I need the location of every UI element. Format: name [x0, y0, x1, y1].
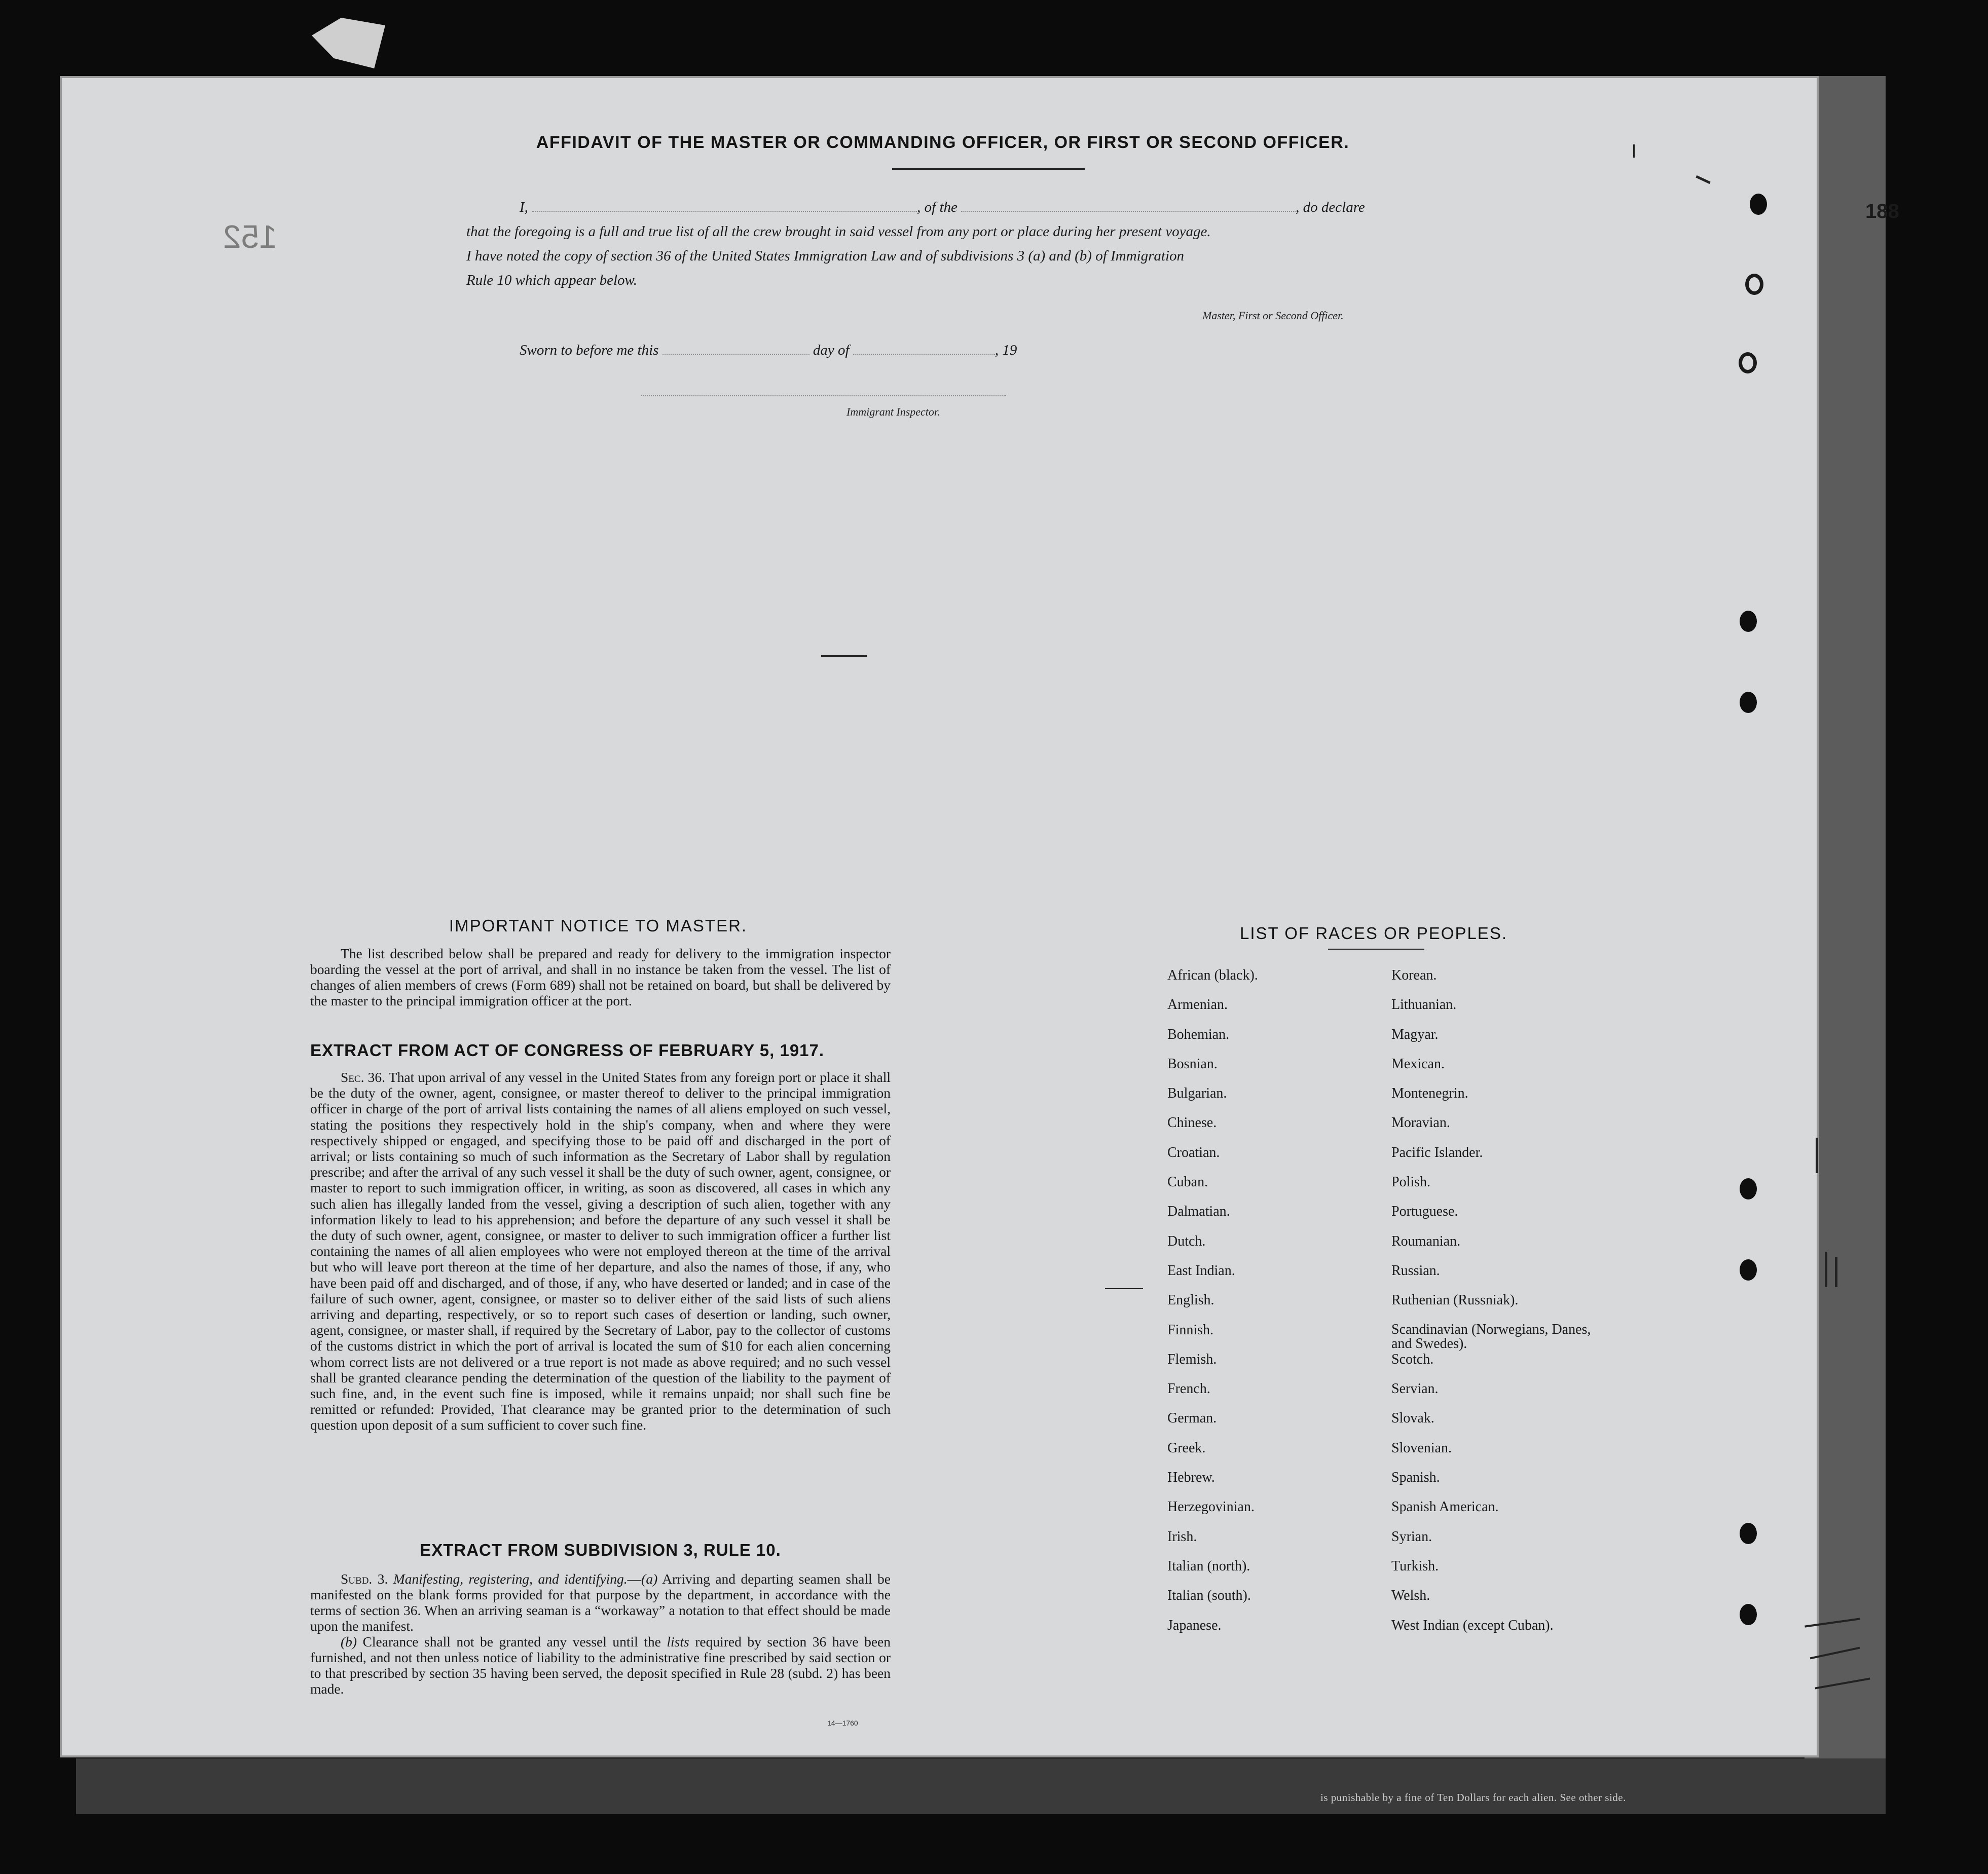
race-item: Polish.	[1391, 1174, 1431, 1190]
ink-stroke	[1633, 144, 1635, 158]
sworn-day-blank[interactable]	[662, 345, 809, 355]
race-item: Cuban.	[1167, 1174, 1208, 1190]
race-item: Spanish.	[1391, 1470, 1440, 1486]
race-item: Slovak.	[1391, 1410, 1434, 1427]
race-item: Syrian.	[1391, 1528, 1432, 1545]
bleed-through-number: 152	[223, 218, 277, 255]
race-item: Italian (north).	[1167, 1558, 1250, 1574]
act-extract-heading: EXTRACT FROM ACT OF CONGRESS OF FEBRUARY 5, 1917.	[310, 1041, 825, 1060]
race-item: Italian (south).	[1167, 1588, 1251, 1604]
race-item: Moravian.	[1391, 1115, 1450, 1131]
race-item: Herzegovinian.	[1167, 1499, 1255, 1515]
sworn-prefix: Sworn to before me this	[520, 342, 659, 358]
affidavit-line-2: that the foregoing is a full and true list of all the crew brought in said vessel from any port or place during her present voyage.	[466, 223, 1211, 240]
race-item: Armenian.	[1167, 997, 1228, 1013]
race-item: Welsh.	[1391, 1588, 1430, 1604]
subd-label: Subd. 3.	[341, 1571, 388, 1587]
para-a-body: Arriving and departing seamen shall be manifested on the blank forms provided for that purpose by the department, in accordance with the terms of section 36. When an arriving seaman is a “workaway” a notation to that effect should be made upon the manifest.	[310, 1571, 891, 1634]
footnote: is punishable by a fine of Ten Dollars for each alien. See other side.	[1320, 1791, 1626, 1804]
race-item: Scotch.	[1391, 1351, 1434, 1367]
binder-ring-icon	[1745, 274, 1763, 295]
title-underline	[892, 168, 1085, 170]
para-b-part-2: required by section 36 have been furnished, and not then unless notice of liability to the administrative fine prescribed by said section or to that prescribed by section 35 having been served, the deposit specified in Rule 28 (subd. 2) has been made.	[310, 1634, 891, 1697]
race-item: Lithuanian.	[1391, 997, 1457, 1013]
race-item: Finnish.	[1167, 1322, 1214, 1338]
race-item: Pacific Islander.	[1391, 1144, 1483, 1160]
notice-text: The list described below shall be prepared and ready for delivery to the immigration inspector boarding the vessel at the port of arrival, and shall in no instance be taken from the vessel. The list of changes of alien members of crews (Form 689) shall not be retained on board, but shall be delivered by the master to the principal immigration officer at the port.	[310, 946, 891, 1008]
race-item: Montenegrin.	[1391, 1085, 1468, 1102]
race-item: French.	[1167, 1381, 1210, 1397]
subd-title: Manifesting, registering, and identifying.	[393, 1571, 628, 1587]
affidavit-declaration-line	[466, 195, 1429, 219]
underlying-page-bottom	[76, 1758, 1886, 1814]
binder-hole	[1740, 1523, 1757, 1544]
form-number: 14—1760	[827, 1719, 858, 1727]
race-item: Ruthenian (Russniak).	[1391, 1292, 1519, 1308]
binder-hole	[1740, 1604, 1757, 1625]
name-blank[interactable]	[532, 201, 917, 212]
race-item: Dalmatian.	[1167, 1204, 1230, 1220]
subdivision-3-text	[310, 1571, 891, 1697]
race-item: Portuguese.	[1391, 1204, 1458, 1220]
race-item: East Indian.	[1167, 1262, 1235, 1279]
inspector-caption: Immigrant Inspector.	[846, 405, 940, 418]
race-item: Bulgarian.	[1167, 1085, 1227, 1102]
subdivision-para-b	[310, 1634, 891, 1697]
sworn-month-blank[interactable]	[853, 345, 995, 355]
race-item: Korean.	[1391, 967, 1437, 983]
notice-heading: IMPORTANT NOTICE TO MASTER.	[449, 916, 748, 935]
race-item: Greek.	[1167, 1440, 1206, 1456]
affidavit-do-declare: , do declare	[1296, 199, 1365, 215]
race-item: Hebrew.	[1167, 1470, 1215, 1486]
binder-hole	[1750, 194, 1767, 215]
ink-stroke	[1105, 1288, 1143, 1289]
binder-hole	[1740, 1259, 1757, 1281]
race-item: African (black).	[1167, 967, 1258, 983]
para-b-label: (b)	[341, 1634, 357, 1650]
section-36-text	[310, 1069, 891, 1433]
subdivision-para-a: Subd. 3. Manifesting, registering, and identifying.—(a) Arriving and departing seamen shall be manifested on the blank forms provided for that purpose by the department, in accordance with the terms of section 36. When an arriving seaman is a “workaway” a notation to that effect should be made upon the manifest.	[310, 1571, 891, 1634]
sworn-day-of: day of	[813, 342, 850, 358]
sec-36-body: That upon arrival of any vessel in the United States from any foreign port or place it shall be the duty of the owner, agent, consignee, or master thereof to deliver to the principal immigration officer in charge of the port of arrival lists containing the names of all aliens employed on such vessel, stating the positions they respectively hold in the ship's company, when and where they were respectively shipped or engaged, and specifying those to be paid off and discharged in the port of arrival; or lists containing so much of such information as the Secretary of Labor shall by regulation prescribe; and after the arrival of any such vessel it shall be the duty of such owner, agent, consignee, or master to report to such immigration officer, in writing, as soon as discovered, all cases in which any such alien has illegally landed from the vessel, giving a description of such alien, together with any information likely to lead to his apprehension; and before the departure of any such vessel it shall be the duty of such owner, agent, consignee, or master to deliver to such immigration officer a further list containing the names of all alien employees who were not employed thereon at the time of the arrival but who will leave port thereon at the time of her departure, and also the names of those, if any, who have been paid off and discharged, and of those, if any, who have deserted or landed; and in case of the failure of such owner, agent, consignee, or master so to deliver either of the said lists of such aliens arriving and departing, respectively, or so to report such cases of desertion or landing, such owner, agent, consignee, or master shall, if required by the Secretary of Labor, pay to the collector of customs of the customs district in which the port of arrival is located the sum of $10 for each alien concerning whom correct lists are not delivered or a true report is not made as above required; and no such vessel shall be granted clearance pending the determination of the question of the liability to the payment of such fine, and, in the event such fine is imposed, while it remains unpaid; nor shall such fine be remitted or refunded: Provided, That clearance may be granted prior to the determination of such question upon deposit of a sum sufficient to cover such fine.	[310, 1069, 891, 1433]
race-item: West Indian (except Cuban).	[1391, 1617, 1554, 1633]
race-item: Bosnian.	[1167, 1056, 1218, 1072]
race-item: Russian.	[1391, 1262, 1440, 1279]
races-left-column	[1167, 968, 1258, 1647]
ink-stroke	[1835, 1257, 1837, 1287]
signature-caption: Master, First or Second Officer.	[1202, 309, 1344, 322]
ink-stroke	[1825, 1252, 1827, 1287]
ink-stroke	[1816, 1138, 1818, 1173]
race-item: Croatian.	[1167, 1144, 1220, 1160]
ink-stroke	[821, 655, 867, 657]
race-item: German.	[1167, 1410, 1217, 1427]
races-heading: LIST OF RACES OR PEOPLES.	[1239, 924, 1508, 943]
race-item: Irish.	[1167, 1528, 1197, 1545]
sec-label: Sec. 36.	[341, 1069, 386, 1085]
sworn-year: , 19	[995, 342, 1017, 358]
race-item: Chinese.	[1167, 1115, 1217, 1131]
torn-paper-fragment	[312, 18, 385, 68]
race-item: Mexican.	[1391, 1056, 1445, 1072]
binder-hole	[1740, 692, 1757, 713]
races-right-column	[1391, 968, 1594, 1647]
para-a-label: (a)	[641, 1571, 658, 1587]
binder-hole	[1740, 611, 1757, 632]
affidavit-line-4: Rule 10 which appear below.	[466, 272, 637, 288]
race-item: Japanese.	[1167, 1617, 1222, 1633]
race-item: Bohemian.	[1167, 1026, 1230, 1042]
races-heading-underline	[1328, 949, 1424, 950]
race-item: Roumanian.	[1391, 1233, 1461, 1249]
race-item: Dutch.	[1167, 1233, 1206, 1249]
para-b-lists: lists	[667, 1634, 689, 1650]
para-b-part-1: Clearance shall not be granted any vessel until the	[362, 1634, 661, 1650]
race-item: Spanish American.	[1391, 1499, 1499, 1515]
affidavit-i: I,	[520, 199, 528, 215]
race-item: English.	[1167, 1292, 1214, 1308]
binder-ring-icon	[1739, 352, 1757, 373]
race-item: Servian.	[1391, 1381, 1439, 1397]
race-item: Magyar.	[1391, 1026, 1439, 1042]
affidavit-of-the: , of the	[917, 199, 958, 215]
affidavit-title: AFFIDAVIT OF THE MASTER OR COMMANDING OFFICER, OR FIRST OR SECOND OFFICER.	[536, 133, 1350, 152]
race-item: Flemish.	[1167, 1351, 1217, 1367]
rule-extract-heading: EXTRACT FROM SUBDIVISION 3, RULE 10.	[420, 1541, 781, 1559]
race-item: Scandinavian (Norwegians, Danes, and Swedes).	[1391, 1321, 1591, 1352]
vessel-blank[interactable]	[961, 201, 1296, 212]
affidavit-line-3: I have noted the copy of section 36 of the United States Immigration Law and of subdivisions 3 (a) and (b) of Immigration	[466, 248, 1185, 264]
inspector-signature-line[interactable]	[641, 395, 1006, 396]
race-item: Turkish.	[1391, 1558, 1439, 1574]
page-number: 188	[1865, 200, 1899, 222]
race-item: Slovenian.	[1391, 1440, 1452, 1456]
sworn-line	[520, 342, 1017, 359]
affidavit-body	[466, 195, 1429, 292]
binder-hole	[1740, 1178, 1757, 1200]
